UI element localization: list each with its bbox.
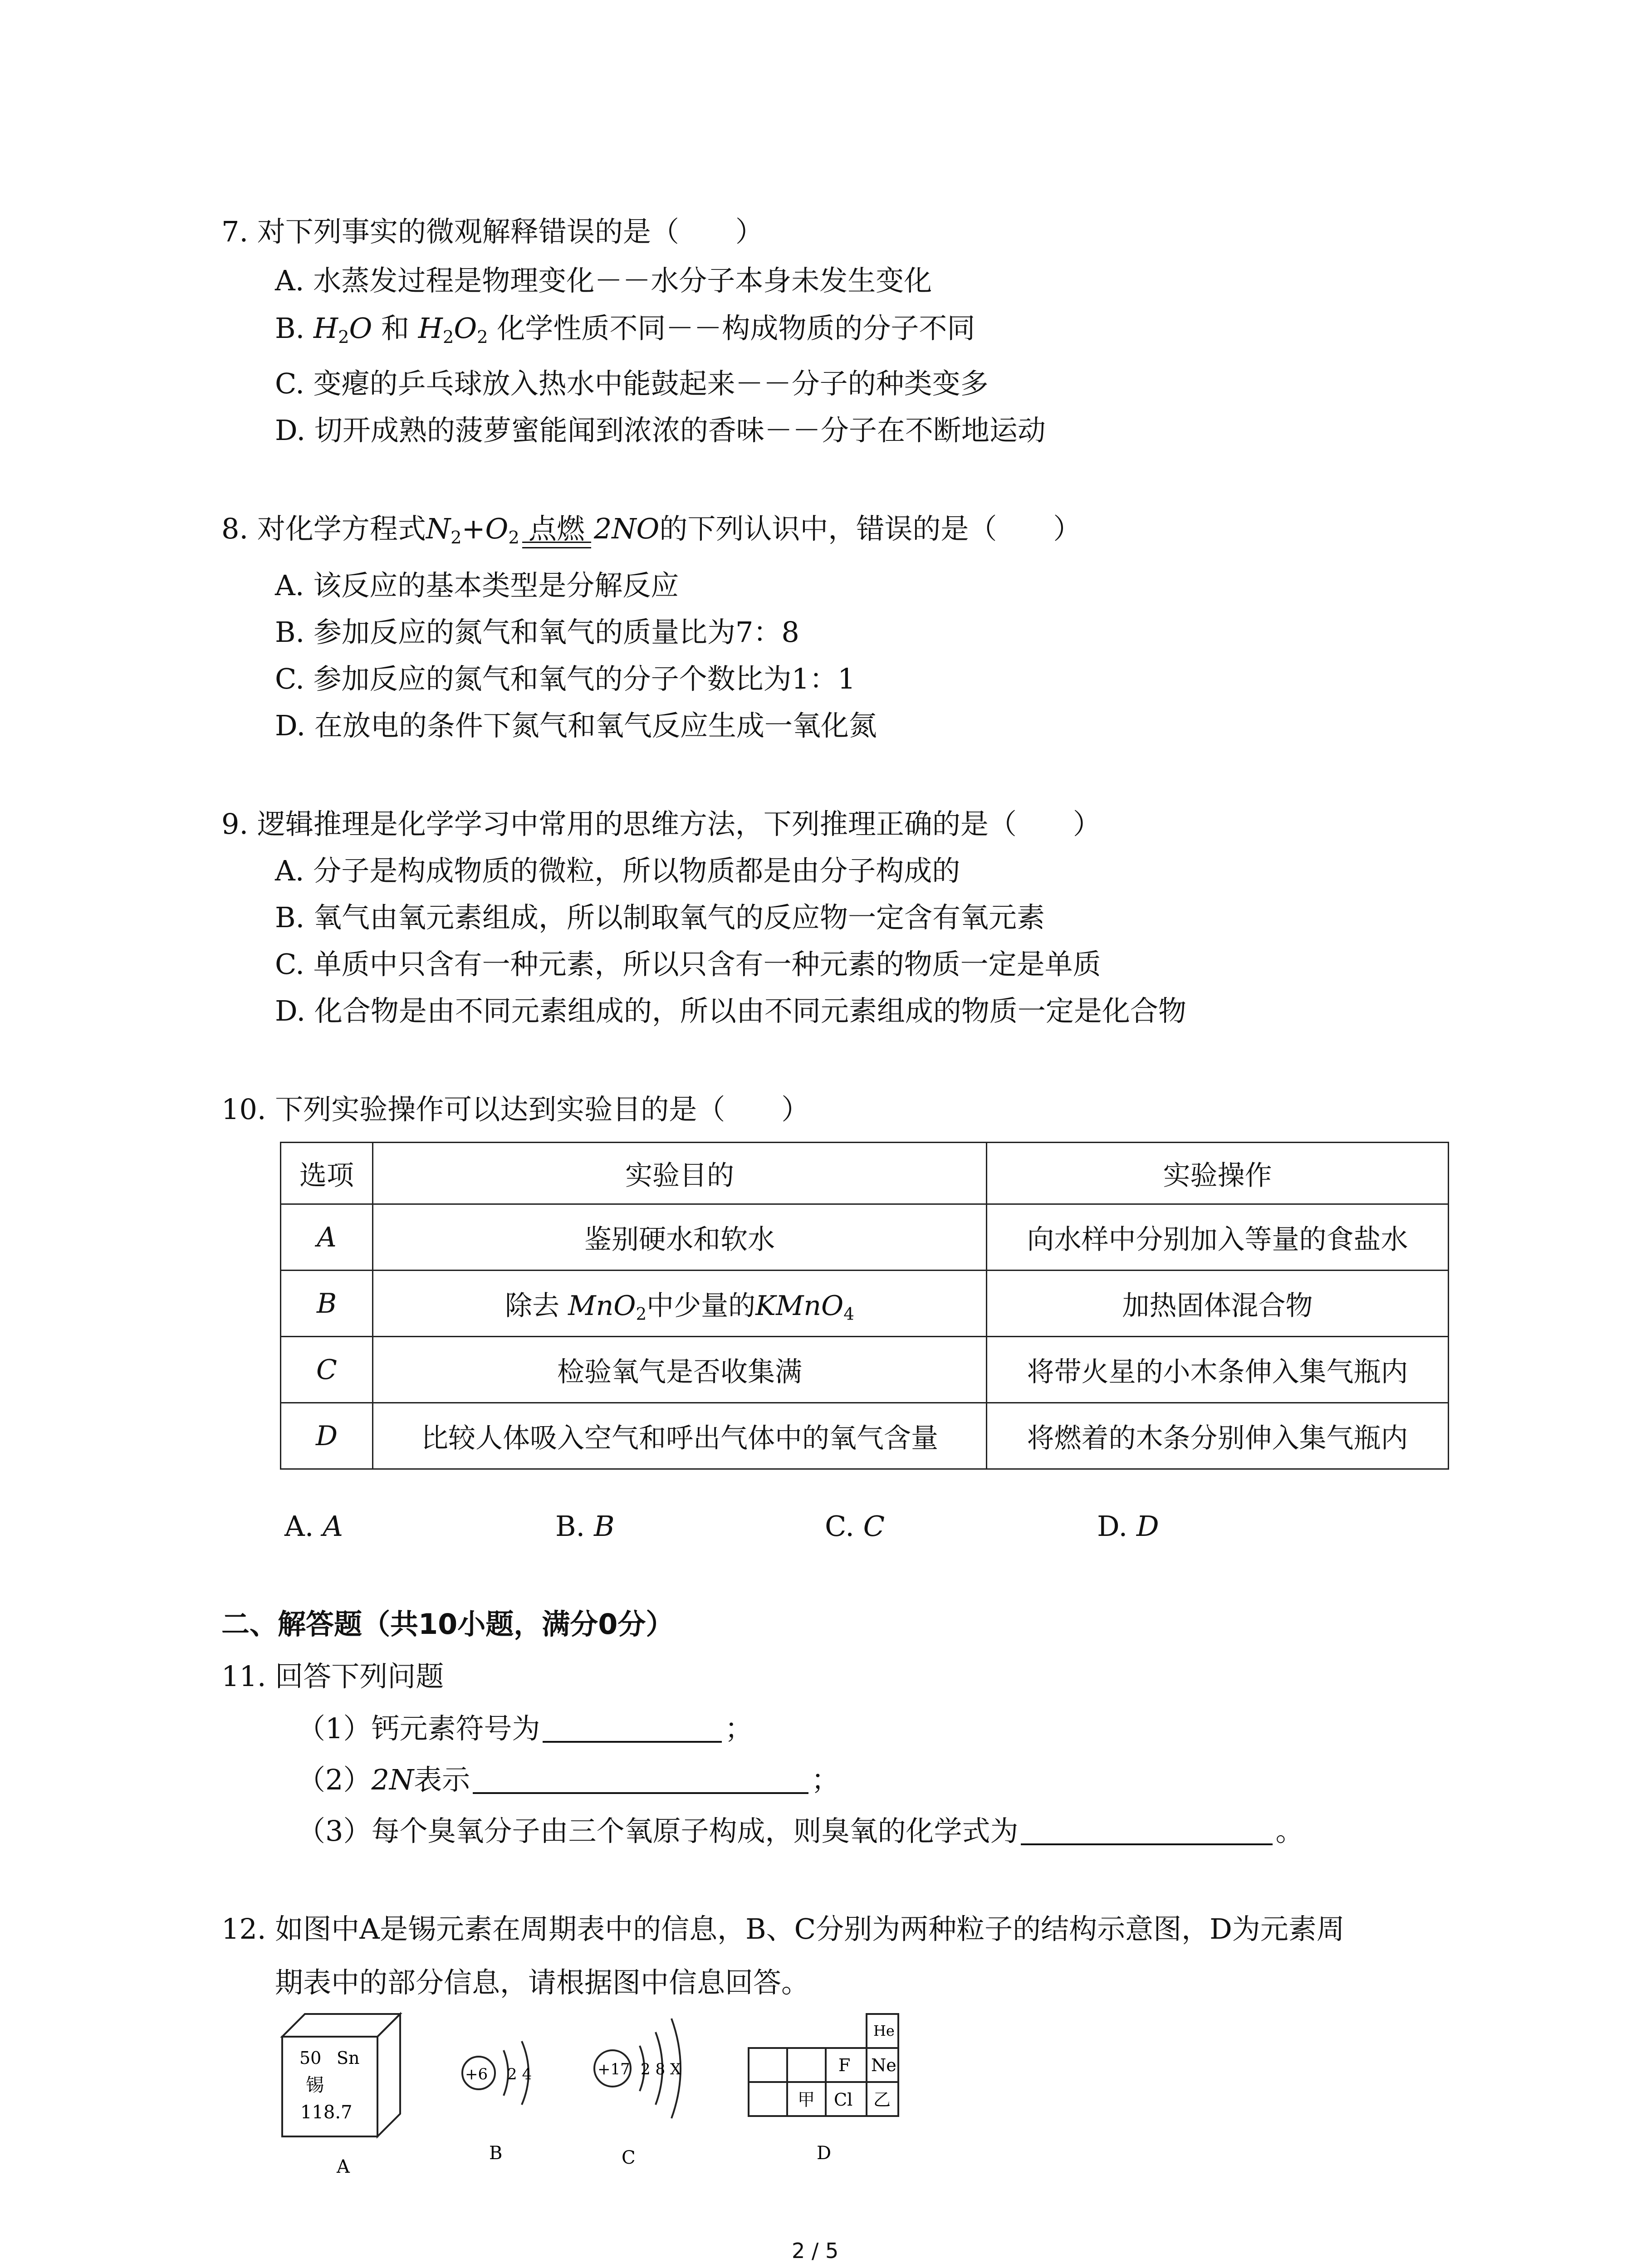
q7-option-a: A. 水蒸发过程是物理变化－－水分子本身未发生变化 [275,264,932,297]
fig-b-nucleus: +6 [465,2065,488,2083]
page-number: 2 / 5 [792,2239,839,2263]
figure-b-atom-structure [454,2023,576,2168]
q10-table [280,1142,1449,1470]
q12-stem-line2: 期表中的部分信息，请根据图中信息回答。 [275,1966,810,1999]
q9-option-b: B. 氧气由氧元素组成，所以制取氧气的反应物一定含有氧元素 [275,901,1045,934]
table-cell-operation: 向水样中分别加入等量的食盐水 [987,1204,1449,1271]
q9-stem: 9. 逻辑推理是化学学习中常用的思维方法，下列推理正确的是（ ） [221,807,1101,841]
fig-c-label: C [622,2147,636,2168]
fig-a-mass: 118.7 [300,2102,353,2123]
q8-option-d: D. 在放电的条件下氮气和氧气反应生成一氧化氮 [275,709,877,742]
q10-choice-d: D. D [1097,1510,1159,1543]
fig-d-label: D [817,2143,832,2164]
q9-option-c: C. 单质中只含有一种元素，所以只含有一种元素的物质一定是单质 [275,948,1101,981]
reaction-condition: 点燃 [522,515,591,543]
answer-blank[interactable] [543,1715,722,1743]
figure-d-periodic-table [744,2009,916,2177]
fig-d-cl: Cl [834,2090,853,2110]
table-row [281,1204,1449,1271]
q10-stem: 10. 下列实验操作可以达到实验目的是（ ） [221,1093,810,1126]
fig-d-ne: Ne [871,2055,896,2075]
fig-b-label: B [489,2143,503,2164]
table-cell-option: B [281,1271,373,1337]
q11-part2: （2）2N表示 ； [297,1763,840,1796]
q8-option-b: B. 参加反应的氮气和氧气的质量比为7：8 [275,616,799,649]
fig-a-name: 锡 [306,2075,324,2096]
fig-d-yi: 乙 [873,2090,891,2110]
table-cell-option: C [281,1337,373,1403]
table-cell-purpose: 比较人体吸入空气和呼出气体中的氧气含量 [373,1403,987,1469]
q12-stem-line1: 12. 如图中A是锡元素在周期表中的信息，B、C分别为两种粒子的结构示意图，D为元素周 [221,1912,1345,1945]
q9-option-a: A. 分子是构成物质的微粒，所以物质都是由分子构成的 [275,854,960,887]
q11-part1: （1）钙元素符号为 ； [297,1712,753,1745]
fig-d-he: He [873,2022,895,2039]
table-cell-operation: 加热固体混合物 [987,1271,1449,1337]
q10-choice-a: A. A [284,1510,343,1543]
table-cell-option: A [281,1204,373,1271]
q7-stem: 7. 对下列事实的微观解释错误的是（ ） [221,215,764,248]
table-cell-purpose: 检验氧气是否收集满 [373,1337,987,1403]
q10-choice-b: B. B [555,1510,615,1543]
section-title: 二、解答题（共10小题，满分0分） [221,1608,674,1641]
table-cell-purpose: 除去 MnO$_2$中少量的KMnO$_4$ [373,1271,987,1337]
fig-a-symbol: Sn [337,2048,360,2068]
table-row [281,1271,1449,1337]
fig-c-nucleus: +17 [598,2060,630,2078]
q8-stem: 8. 对化学方程式$N_2+O_2$ 点燃 2NO的下列认识中，错误的是（ ） [221,512,1082,548]
table-header: 实验操作 [987,1143,1449,1204]
q11-part3: （3）每个臭氧分子由三个氧原子构成，则臭氧的化学式为 。 [297,1814,1304,1848]
table-row [281,1337,1449,1403]
fig-d-jia: 甲 [798,2090,815,2110]
fig-b-shells: 2 4 [507,2065,532,2083]
q7-option-d: D. 切开成熟的菠萝蜜能闻到浓浓的香味－－分子在不断地运动 [275,414,1046,447]
figure-c-atom-structure [585,2005,721,2173]
table-row [281,1403,1449,1469]
answer-blank[interactable] [1021,1817,1273,1845]
table-cell-purpose: 鉴别硬水和软水 [373,1204,987,1271]
fig-d-f: F [838,2055,851,2075]
table-cell-operation: 将带火星的小木条伸入集气瓶内 [987,1337,1449,1403]
table-header: 选项 [281,1143,373,1204]
fig-a-label: A [337,2156,350,2177]
q7-option-c: C. 变瘪的乒乓球放入热水中能鼓起来－－分子的种类变多 [275,367,989,400]
table-header-row [281,1143,1449,1204]
fig-c-shells: 2 8 X [641,2060,681,2078]
q8-option-c: C. 参加反应的氮气和氧气的分子个数比为1：1 [275,662,856,695]
q9-option-d: D. 化合物是由不同元素组成的，所以由不同元素组成的物质一定是化合物 [275,994,1186,1027]
fig-a-number: 50 [299,2048,322,2068]
q11-stem: 11. 回答下列问题 [221,1660,444,1693]
table-cell-option: D [281,1403,373,1469]
q8-option-a: A. 该反应的基本类型是分解反应 [275,569,679,602]
q7-option-b: B. $H_2O$ 和 $H_2O_2$ 化学性质不同－－构成物质的分子不同 [275,312,975,347]
answer-blank[interactable] [473,1766,808,1794]
table-header: 实验目的 [373,1143,987,1204]
table-cell-operation: 将燃着的木条分别伸入集气瓶内 [987,1403,1449,1469]
figure-a-element-box [278,2005,414,2182]
q10-choice-c: C. C [825,1510,885,1543]
